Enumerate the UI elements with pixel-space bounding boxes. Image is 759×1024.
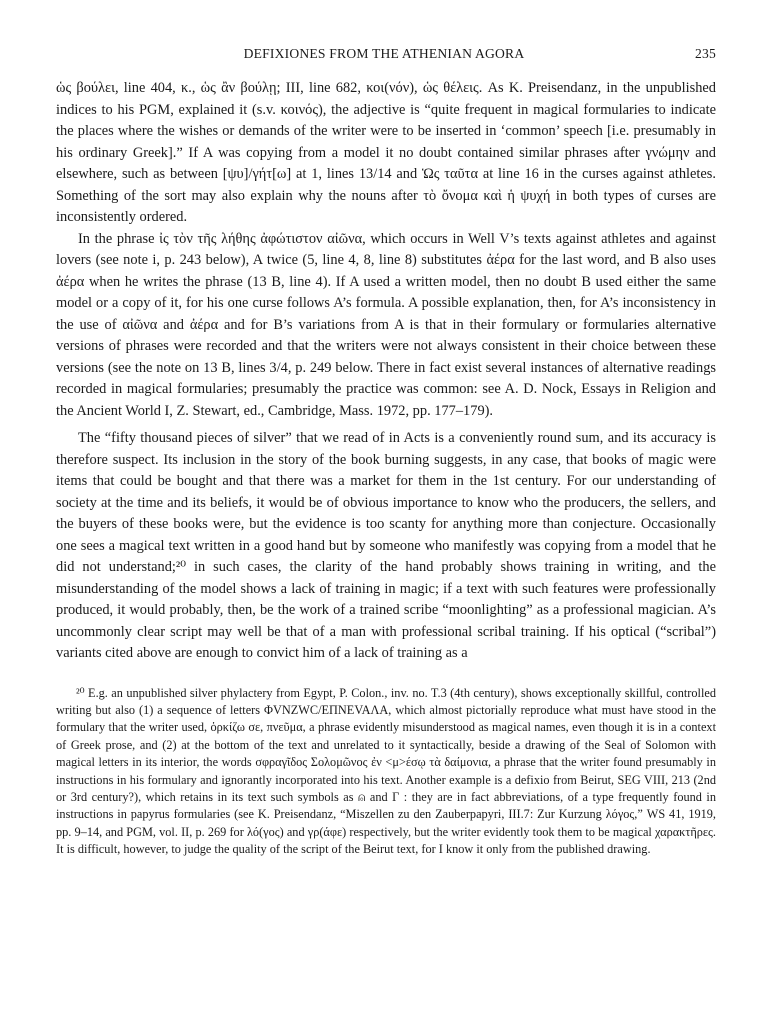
running-title: DEFIXIONES FROM THE ATHENIAN AGORA [243, 46, 525, 61]
footnote-20: ²⁰ E.g. an unpublished silver phylactery from Egypt, P. Colon., inv. no. T.3 (4th century), shows exceptionally skillful, controlled writing but also (1) a sequence of letters ΦVNZWC/EΠNEVAΛA, which almost pictorially reproduce what must have stood in the formulary that the writer used, ὁρκίζω σε, πνεῦμα, a phrase evidently misunderstood as magical names, even though it is in a context of Greek prose, and (2) at the bottom of the text and unrelated to it syntactically, beside a drawing of the Seal of Solomon with magical letters in its interior, the words σφραγῖδος Σολομῶνος ἐν <μ>έσῳ τὰ δαίμονια, a phrase that the writer found presumably in instructions in his formulary and ignorantly incorporated into his text. Another example is a defixio from Beirut, SEG VIII, 213 (2nd or 3rd century?), which retains in its text such symbols as ⍝ and Γ : they are in fact abbreviations, of a type frequently found in instructions in papyrus formularies (see K. Preisendanz, “Miszellen zu den Zauberpapyri, III.7: Zur Kurzung λόγος,” WS 41, 1919, pp. 9–14, and PGM, vol. II, p. 269 for λό(γος) and γρ(άφε) respectively, but the writer evidently took them to be magical χαρακτῆρες. It is difficult, however, to judge the quality of the script of the Beirut text, for I know it only from the published drawing. [56, 685, 716, 857]
running-head [56, 46, 716, 68]
page [56, 46, 716, 859]
page-number: 235 [695, 46, 716, 61]
footnotes [56, 685, 716, 859]
body-text [56, 78, 716, 665]
paragraph-3: The “fifty thousand pieces of silver” that we read of in Acts is a conveniently round sum, and its accuracy is therefore suspect. Its inclusion in the story of the book burning suggests, in any case, that books of magic were items that could be bought and that there was a market for them in the 1st century. For our understanding of society at the time and its beliefs, it would be of obvious importance to know who the producers, the sellers, and the buyers of these books were, but the evidence is too scanty for anything more than conjecture. Occasionally one sees a magical text written in a good hand but by someone who manifestly was copying from a model that he did not understand;²⁰ in such cases, the clarity of the hand probably shows training in writing, and the misunderstanding of the model shows a lack of training in magic; if a text with such features were professionally produced, it would probably, then, be the work of a trained scribe “moonlighting” as a professional magician. A’s uncommonly clear script may well be that of a man with professional scribal training. If his optical (“scribal”) variants cited above are enough to convict him of a lack of training as a [56, 430, 716, 661]
paragraph-1: ὡς βούλει, line 404, κ., ὡς ἂν βούλῃ; III, line 682, κοι(νόν), ὡς θέλεις. As K. Preisendanz, in the unpublished indices to his PGM, explained it (s.v. κοινός), the adjective is “quite frequent in magical formularies to indicate the places where the wishes or demands of the writer were to be inserted in ‘common’ speech [i.e. presumably in his ordinary Greek].” If A was copying from a model it no doubt contained similar phrases after γνώμην and elsewhere, such as between [ψυ]/γήτ[ω] at 1, lines 13/14 and Ὡς ταῦτα at line 16 in the curses against athletes. Something of the sort may also explain why the nouns after τὸ ὄνομα καὶ ἡ ψυχή in both types of curses are inconsistently ordered. [56, 80, 716, 225]
paragraph-2: In the phrase ἰς τὸν τῆς λήθης ἀφώτιστον αἰῶνα, which occurs in Well V’s texts against athletes and against lovers (see note i, p. 243 below), A twice (5, line 4, 8, line 8) substitutes ἀέρα for the last word, and B also uses ἀέρα when he writes the phrase (13 B, line 4). If A used a written model, then no doubt B used either the same model or a copy of it, for his one curse follows A’s formula. A possible explanation, then, for A’s inconsistency in the use of αἰῶνα and ἀέρα and for B’s variations from A is that in their formulary or formularies alternative versions of phrases were recorded and that the writers were not always consistent in their choice between these versions (see the note on 13 B, lines 3/4, p. 249 below. There in fact exist several instances of alternative readings recorded in magical formularies; presumably the practice was common: see A. D. Nock, Essays in Religion and the Ancient World I, Z. Stewart, ed., Cambridge, Mass. 1972, pp. 177–179). [56, 230, 716, 419]
